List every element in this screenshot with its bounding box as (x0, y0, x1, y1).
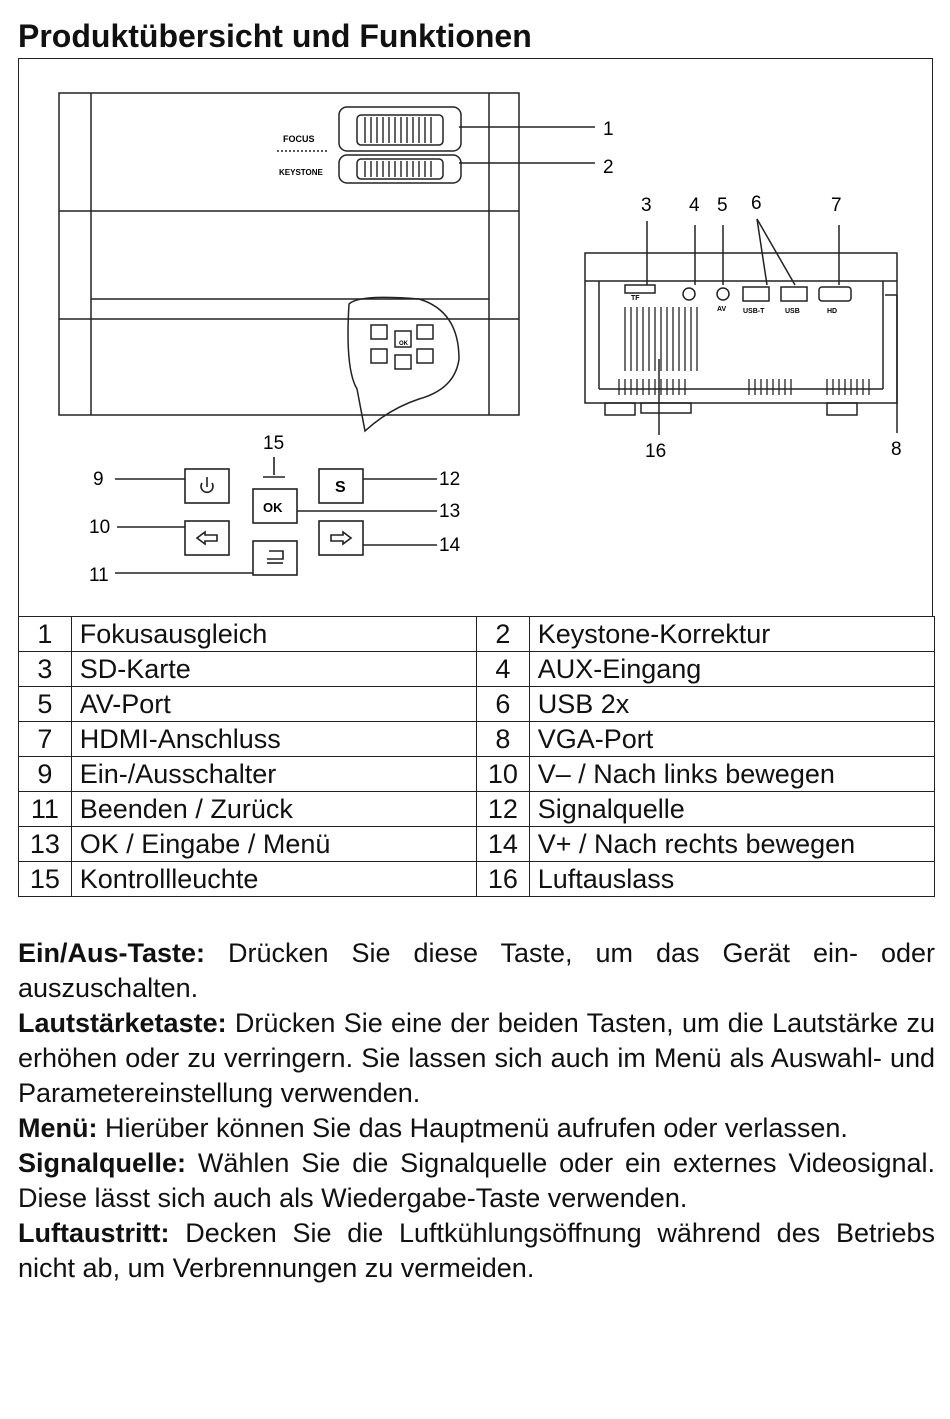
legend-label: Kontrollleuchte (71, 862, 476, 897)
legend-number: 11 (19, 792, 72, 827)
legend-number: 1 (19, 617, 72, 652)
legend-label: HDMI-Anschluss (71, 722, 476, 757)
table-row (19, 652, 935, 687)
source-button-label: S (335, 479, 346, 496)
callout-5: 5 (717, 195, 728, 216)
callout-7: 7 (831, 195, 842, 216)
legend-label: Signalquelle (529, 792, 934, 827)
table-row (19, 862, 935, 897)
control-panel-bubble (348, 297, 459, 431)
legend-number: 8 (476, 722, 529, 757)
description-text: Wählen Sie die Signalquelle oder ein externes Videosignal. Diese lässt sich auch als Wiedergabe-Taste verwenden. (18, 1148, 935, 1213)
callout-15: 15 (263, 433, 285, 454)
legend-number: 9 (19, 757, 72, 792)
description-paragraph (18, 1146, 935, 1216)
port-label-tf: TF (631, 295, 640, 302)
function-descriptions (18, 936, 935, 1286)
legend-label: USB 2x (529, 687, 934, 722)
table-row (19, 792, 935, 827)
legend-number: 4 (476, 652, 529, 687)
callout-8: 8 (891, 439, 902, 460)
description-text: Drücken Sie diese Taste, um das Gerät ein- oder auszuschalten. (18, 938, 935, 1003)
legend-number: 10 (476, 757, 529, 792)
focus-label: FOCUS (283, 134, 315, 144)
callout-10: 10 (89, 517, 111, 538)
legend-label: VGA-Port (529, 722, 934, 757)
port-label-hd: HD (827, 308, 838, 315)
callout-6: 6 (751, 193, 762, 214)
legend-label: Luftauslass (529, 862, 934, 897)
callout-9: 9 (93, 469, 104, 490)
table-row (19, 617, 935, 652)
description-paragraph (18, 1216, 935, 1286)
callout-14: 14 (439, 535, 461, 556)
description-paragraph (18, 936, 935, 1006)
legend-number: 5 (19, 687, 72, 722)
port-label-usb-t: USB-T (743, 308, 765, 315)
sd-slot (625, 285, 655, 293)
description-paragraph (18, 1111, 935, 1146)
port-label-av: AV (717, 306, 727, 313)
table-row (19, 687, 935, 722)
description-paragraph (18, 1006, 935, 1111)
legend-label: Keystone-Korrektur (529, 617, 934, 652)
back-button-drawing (253, 541, 297, 575)
legend-number: 7 (19, 722, 72, 757)
callout-13: 13 (439, 501, 461, 522)
legend-number: 13 (19, 827, 72, 862)
legend-number: 16 (476, 862, 529, 897)
ok-button-label: OK (263, 500, 283, 515)
projector-rear-body (585, 253, 897, 403)
description-text: Decken Sie die Luftkühlungsöffnung während des Betriebs nicht ab, um Verbrennungen zu vermeiden. (18, 1218, 935, 1283)
legend-number: 14 (476, 827, 529, 862)
legend-number: 12 (476, 792, 529, 827)
right-button-drawing (319, 521, 363, 555)
description-term: Lautstärketaste: (18, 1008, 227, 1038)
callout-1: 1 (603, 119, 614, 140)
hdmi-port (819, 287, 851, 301)
callout-11: 11 (89, 565, 109, 586)
table-row (19, 757, 935, 792)
legend-number: 6 (476, 687, 529, 722)
panel-ok-label: OK (399, 341, 408, 347)
description-term: Signalquelle: (18, 1148, 187, 1178)
usb-port (781, 287, 807, 301)
av-port (717, 288, 729, 300)
table-row (19, 722, 935, 757)
legend-label: AUX-Eingang (529, 652, 934, 687)
callout-12: 12 (439, 469, 461, 490)
legend-label: Ein-/Ausschalter (71, 757, 476, 792)
keystone-label: KEYSTONE (279, 168, 323, 177)
usb-t-port (743, 287, 769, 301)
legend-label: V+ / Nach rechts bewegen (529, 827, 934, 862)
description-term: Luftaustritt: (18, 1218, 170, 1248)
callout-2: 2 (603, 157, 614, 178)
legend-label: V– / Nach links bewegen (529, 757, 934, 792)
legend-label: AV-Port (71, 687, 476, 722)
description-text: Drücken Sie eine der beiden Tasten, um die Lautstärke zu erhöhen oder zu verringern. Sie lassen sich auch im Menü als Auswahl- und Parametereinstellung verwenden. (18, 1008, 935, 1108)
description-term: Menü: (18, 1113, 98, 1143)
callout-4: 4 (689, 195, 700, 216)
callout-16: 16 (645, 441, 667, 462)
legend-number: 3 (19, 652, 72, 687)
projector-diagram (19, 59, 934, 617)
table-row (19, 827, 935, 862)
callout-3: 3 (641, 195, 652, 216)
product-figure (18, 58, 933, 616)
legend-number: 2 (476, 617, 529, 652)
description-term: Ein/Aus-Taste: (18, 938, 206, 968)
legend-label: Fokusausgleich (71, 617, 476, 652)
legend-table (18, 616, 935, 897)
port-label-usb: USB (785, 308, 800, 315)
aux-port (683, 288, 695, 300)
legend-label: OK / Eingabe / Menü (71, 827, 476, 862)
left-button-drawing (185, 521, 229, 555)
legend-label: SD-Karte (71, 652, 476, 687)
description-text: Hierüber können Sie das Hauptmenü aufrufen oder verlassen. (97, 1113, 848, 1143)
legend-label: Beenden / Zurück (71, 792, 476, 827)
legend-number: 15 (19, 862, 72, 897)
page-title: Produktübersicht und Funktionen (18, 18, 532, 54)
